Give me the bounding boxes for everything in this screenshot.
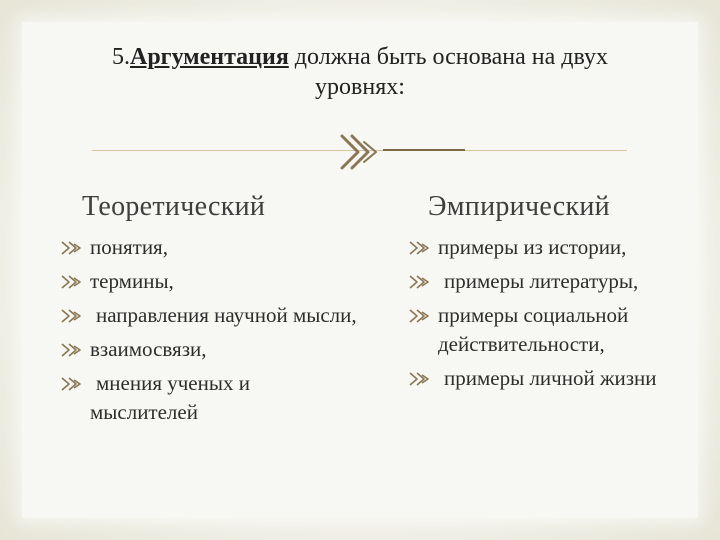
- list-item-text: понятия,: [90, 235, 168, 259]
- chevron-bullet-icon: [408, 371, 434, 387]
- list-item: [60, 369, 360, 427]
- column-heading-theoretical: Теоретический: [82, 191, 266, 222]
- list-item-text: примеры социальной действительности,: [438, 303, 629, 356]
- chevron-bullet-icon: [408, 240, 434, 256]
- decorative-arrow-icon: [334, 132, 386, 172]
- chevron-bullet-icon: [60, 308, 86, 324]
- chevron-bullet-icon: [60, 240, 86, 256]
- list-item: [408, 267, 708, 296]
- slide-title: [40, 42, 680, 102]
- chevron-bullet-icon: [408, 308, 434, 324]
- list-item-text: направления научной мысли,: [96, 303, 357, 327]
- list-item-text: взаимосвязи,: [90, 337, 207, 361]
- chevron-bullet-icon: [60, 274, 86, 290]
- title-keyword: Аргументация: [129, 44, 289, 70]
- chevron-bullet-icon: [60, 376, 86, 392]
- title-number: 5.: [111, 44, 130, 70]
- chevron-bullet-icon: [60, 342, 86, 358]
- empirical-list: [408, 233, 708, 398]
- list-item: [60, 267, 360, 296]
- list-item-text: термины,: [90, 269, 174, 293]
- title-text-line1: должна быть основана на двух: [288, 44, 608, 70]
- list-item: [60, 233, 360, 262]
- list-item: [408, 301, 708, 359]
- title-text-line2: уровнях:: [315, 74, 405, 100]
- theoretical-list: [60, 233, 360, 432]
- list-item-text: примеры личной жизни: [444, 366, 657, 390]
- divider-accent: [383, 149, 465, 151]
- list-item-text: примеры из истории,: [438, 235, 627, 259]
- column-heading-empirical: Эмпирический: [428, 191, 610, 222]
- list-item: [408, 233, 708, 262]
- chevron-bullet-icon: [408, 274, 434, 290]
- list-item-text: примеры литературы,: [444, 269, 639, 293]
- list-item: [408, 364, 708, 393]
- list-item: [60, 335, 360, 364]
- list-item-text: мнения ученых и мыслителей: [90, 371, 250, 424]
- list-item: [60, 301, 360, 330]
